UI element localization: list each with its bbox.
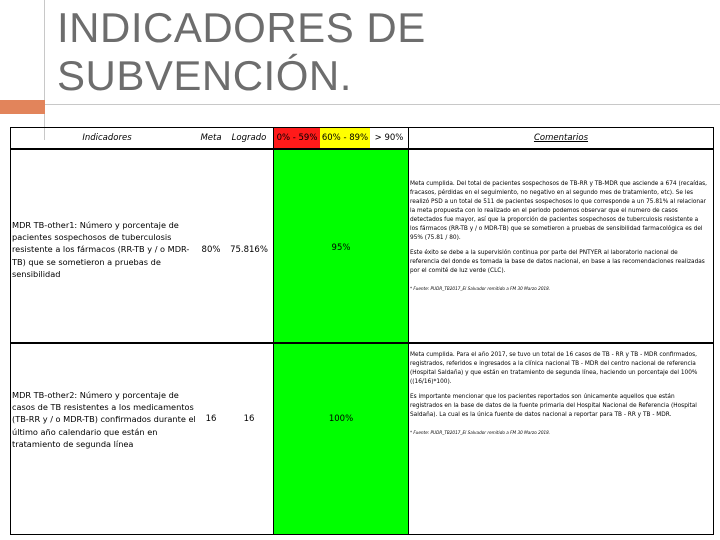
table-row-2-comment (410, 351, 708, 531)
slide-vertical-rule (44, 0, 45, 140)
comment-row-1-paragraph-1: Meta cumplida. Del total de pacientes sospechosos de TB-RR y TB-MDR que asciende a 674 (recaídas, fracasos, pérdidas en el seguimiento, no negativo en al segundo mes de tratamiento, etc). Se les realizó PSD a un total de 511 de pacientes sospechosos lo que corresponde a un 75.81% al relacionar la meta propuesta con lo realizado en el periodo podemos observar que el numero de casos detectados fue mayor, así que la proporción de pacientes sospechosos de tuberculosis resistente a los fármacos (RR-TB y / o MDR-TB) que se sometieron a pruebas de sensibilidad farmacológica es del 95% (75.81 / 80). (410, 181, 707, 241)
table-row-2-logrado: 16 (243, 414, 255, 424)
header-range-mid: 60% - 89% (320, 128, 370, 148)
grid-line-before-comments (408, 127, 409, 535)
grid-line-header-bottom (10, 148, 714, 150)
grid-line-right (713, 127, 714, 535)
slide-accent-block (0, 100, 45, 114)
table-row-2-indicator: MDR TB-other2: Número y porcentaje de casos de TB resistentes a los medicamentos (TB-RR y / o MDR-TB) confirmados durante el último año calendario que están en tratamiento de segunda línea (12, 390, 196, 449)
table-row-1-logrado: 75.816% (230, 245, 268, 255)
header-indicadores: Indicadores (82, 133, 132, 143)
header-logrado: Logrado (231, 133, 267, 143)
table-row-1-meta: 80% (201, 245, 221, 255)
grid-line-bottom (10, 534, 714, 535)
table-row-1-comment (410, 180, 708, 340)
header-range-high: > 90% (374, 133, 404, 143)
header-comentarios: Comentarios (533, 133, 589, 143)
table-row-1-percent: 95% (331, 243, 351, 253)
table-row-1-indicator: MDR TB-other1: Número y porcentaje de pacientes sospechosos de tuberculosis resistente a los fármacos (RR-TB y / o MDR-TB) que se sometieron a pruebas de sensibilidad (12, 220, 190, 279)
comment-row-2-paragraph-1: Meta cumplida. Para el año 2017, se tuvo un total de 16 casos de TB - RR y TB - MDR confirmados, registrados, referidos e ingresados a la clínica nacional TB - MDR del centro nacional de referencia (Hospital Saldaña) y que están en tratamiento de segunda línea, haciendo un porcentaje del 100% ((16/16)*100). (410, 352, 698, 385)
grid-line-top (10, 127, 714, 128)
slide-horizontal-rule (0, 104, 720, 105)
grid-line-before-results (273, 127, 274, 535)
header-meta: Meta (200, 133, 222, 143)
result-cell-row-2 (274, 344, 408, 534)
grid-line-row-divider (10, 342, 714, 344)
table-row-2-meta: 16 (205, 414, 217, 424)
table-row-2-percent: 100% (328, 414, 354, 424)
header-range-low: 0% - 59% (274, 128, 320, 148)
comment-row-1-paragraph-2: Este éxito se debe a la supervisión continua por parte del PNTYER al laboratorio nacional de referencia del donde es tomada la base de datos nacional, en base a las recomendaciones realizadas por el comité de luz verde (CLC). (410, 250, 705, 274)
comment-row-2-paragraph-2: Es importante mencionar que los pacientes reportados son únicamente aquellos que están registrados en la base de datos de la fuente primaria del Hospital Nacional de Referencia (Hospital Saldaña). La cual es la única fuente de datos nacional a reportar para TB - RR y TB - MDR. (410, 394, 697, 418)
slide-title: INDICADORES DE SUBVENCIÓN. (57, 4, 426, 99)
comment-row-2-source: * Fuente: PUDR_TB2017_El Salvador remitido a FM 30 Marzo 2018. (410, 430, 551, 435)
grid-line-left (10, 127, 11, 535)
comment-row-1-source: * Fuente: PUDR_TB2017_El Salvador remitido a FM 30 Marzo 2018. (410, 286, 551, 291)
